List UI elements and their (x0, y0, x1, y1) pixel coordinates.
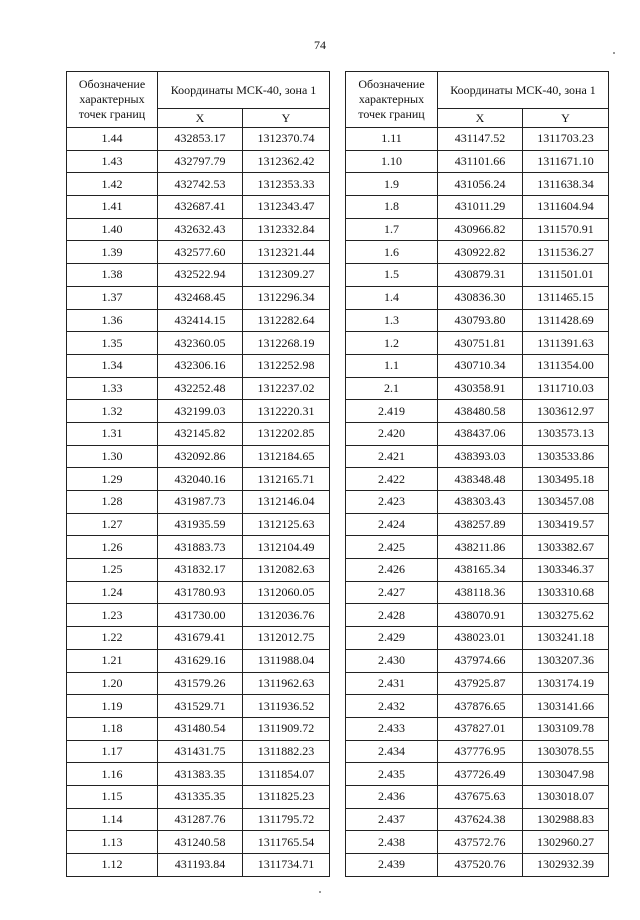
x-coordinate-cell: 432252.48 (158, 377, 243, 400)
table-row (346, 491, 609, 514)
x-coordinate-cell: 437827.01 (438, 717, 523, 740)
y-coordinate-cell: 1312146.04 (243, 491, 330, 514)
point-id-cell: 1.23 (67, 604, 158, 627)
table-row (346, 332, 609, 355)
table-row (67, 377, 330, 400)
y-coordinate-cell: 1311391.63 (523, 332, 609, 355)
y-coordinate-cell: 1312282.64 (243, 309, 330, 332)
x-coordinate-cell: 430966.82 (438, 218, 523, 241)
y-coordinate-cell: 1303207.36 (523, 649, 609, 672)
table-row (346, 808, 609, 831)
point-id-cell: 2.436 (346, 785, 438, 808)
y-coordinate-cell: 1311936.52 (243, 695, 330, 718)
table-row (346, 536, 609, 559)
table-row (67, 581, 330, 604)
point-id-cell: 1.40 (67, 218, 158, 241)
point-id-cell: 2.433 (346, 717, 438, 740)
y-coordinate-cell: 1312125.63 (243, 513, 330, 536)
table-row (346, 513, 609, 536)
table-row (67, 150, 330, 173)
table-row (346, 150, 609, 173)
y-coordinate-cell: 1311765.54 (243, 831, 330, 854)
x-coordinate-cell: 431101.66 (438, 150, 523, 173)
y-coordinate-cell: 1303612.97 (523, 400, 609, 423)
table-row (67, 672, 330, 695)
y-coordinate-cell: 1312036.76 (243, 604, 330, 627)
y-coordinate-cell: 1312220.31 (243, 400, 330, 423)
scan-speck (319, 891, 321, 893)
table-row (346, 196, 609, 219)
point-id-cell: 1.17 (67, 740, 158, 763)
header-point-label: Обозначение характерных точек границ (346, 72, 438, 128)
x-coordinate-cell: 438118.36 (438, 581, 523, 604)
point-id-cell: 1.43 (67, 150, 158, 173)
x-coordinate-cell: 431193.84 (158, 854, 243, 877)
point-id-cell: 1.34 (67, 354, 158, 377)
table-row (346, 286, 609, 309)
y-coordinate-cell: 1312060.05 (243, 581, 330, 604)
y-coordinate-cell: 1303419.57 (523, 513, 609, 536)
y-coordinate-cell: 1311988.04 (243, 649, 330, 672)
table-row (346, 218, 609, 241)
x-coordinate-cell: 438211.86 (438, 536, 523, 559)
table-row (67, 354, 330, 377)
page-number: 74 (314, 38, 326, 52)
y-coordinate-cell: 1311710.03 (523, 377, 609, 400)
point-id-cell: 1.25 (67, 559, 158, 582)
point-id-cell: 1.5 (346, 264, 438, 287)
point-id-cell: 1.13 (67, 831, 158, 854)
table-body (346, 128, 609, 877)
header-coords-group: Координаты МСК-40, зона 1 (158, 72, 330, 109)
y-coordinate-cell: 1302988.83 (523, 808, 609, 831)
table-row (346, 241, 609, 264)
table-row (346, 400, 609, 423)
table-row (67, 264, 330, 287)
y-coordinate-cell: 1312268.19 (243, 332, 330, 355)
table-row (67, 218, 330, 241)
x-coordinate-cell: 438257.89 (438, 513, 523, 536)
x-coordinate-cell: 430358.91 (438, 377, 523, 400)
table-row (67, 173, 330, 196)
point-id-cell: 1.42 (67, 173, 158, 196)
point-id-cell: 1.1 (346, 354, 438, 377)
y-coordinate-cell: 1312362.42 (243, 150, 330, 173)
scan-speck (613, 52, 615, 54)
point-id-cell: 1.18 (67, 717, 158, 740)
x-coordinate-cell: 432853.17 (158, 128, 243, 151)
x-coordinate-cell: 431987.73 (158, 491, 243, 514)
x-coordinate-cell: 431011.29 (438, 196, 523, 219)
x-coordinate-cell: 431383.35 (158, 763, 243, 786)
table-row (346, 581, 609, 604)
table-row (67, 309, 330, 332)
point-id-cell: 1.4 (346, 286, 438, 309)
x-coordinate-cell: 432742.53 (158, 173, 243, 196)
x-coordinate-cell: 430710.34 (438, 354, 523, 377)
x-coordinate-cell: 431056.24 (438, 173, 523, 196)
y-coordinate-cell: 1312104.49 (243, 536, 330, 559)
table-row (346, 264, 609, 287)
x-coordinate-cell: 438480.58 (438, 400, 523, 423)
table-row (67, 808, 330, 831)
table-row (346, 309, 609, 332)
table-row (67, 536, 330, 559)
table-row (67, 627, 330, 650)
y-coordinate-cell: 1312184.65 (243, 445, 330, 468)
point-id-cell: 1.37 (67, 286, 158, 309)
y-coordinate-cell: 1311638.34 (523, 173, 609, 196)
point-id-cell: 1.39 (67, 241, 158, 264)
table-row (67, 785, 330, 808)
point-id-cell: 1.44 (67, 128, 158, 151)
point-id-cell: 1.32 (67, 400, 158, 423)
header-x: X (438, 109, 523, 128)
point-id-cell: 1.21 (67, 649, 158, 672)
x-coordinate-cell: 437624.38 (438, 808, 523, 831)
point-id-cell: 2.1 (346, 377, 438, 400)
x-coordinate-cell: 438303.43 (438, 491, 523, 514)
y-coordinate-cell: 1311501.01 (523, 264, 609, 287)
point-id-cell: 1.9 (346, 173, 438, 196)
point-id-cell: 1.30 (67, 445, 158, 468)
point-id-cell: 1.24 (67, 581, 158, 604)
x-coordinate-cell: 431935.59 (158, 513, 243, 536)
point-id-cell: 2.431 (346, 672, 438, 695)
y-coordinate-cell: 1303573.13 (523, 422, 609, 445)
x-coordinate-cell: 431529.71 (158, 695, 243, 718)
table-row (346, 445, 609, 468)
coordinates-table-right (345, 71, 609, 877)
point-id-cell: 1.35 (67, 332, 158, 355)
table-row (67, 717, 330, 740)
point-id-cell: 1.8 (346, 196, 438, 219)
y-coordinate-cell: 1312237.02 (243, 377, 330, 400)
point-id-cell: 1.22 (67, 627, 158, 650)
point-id-cell: 2.424 (346, 513, 438, 536)
point-id-cell: 1.15 (67, 785, 158, 808)
y-coordinate-cell: 1312202.85 (243, 422, 330, 445)
point-id-cell: 2.420 (346, 422, 438, 445)
point-id-cell: 2.421 (346, 445, 438, 468)
point-id-cell: 2.419 (346, 400, 438, 423)
table-row (346, 377, 609, 400)
x-coordinate-cell: 430793.80 (438, 309, 523, 332)
x-coordinate-cell: 437974.66 (438, 649, 523, 672)
y-coordinate-cell: 1312012.75 (243, 627, 330, 650)
point-id-cell: 1.11 (346, 128, 438, 151)
x-coordinate-cell: 431780.93 (158, 581, 243, 604)
table-row (67, 763, 330, 786)
header-y: Y (523, 109, 609, 128)
x-coordinate-cell: 431480.54 (158, 717, 243, 740)
table-row (346, 717, 609, 740)
x-coordinate-cell: 431883.73 (158, 536, 243, 559)
y-coordinate-cell: 1303495.18 (523, 468, 609, 491)
table-row (67, 241, 330, 264)
y-coordinate-cell: 1312343.47 (243, 196, 330, 219)
y-coordinate-cell: 1312321.44 (243, 241, 330, 264)
table-row (67, 695, 330, 718)
point-id-cell: 1.31 (67, 422, 158, 445)
header-coords-group: Координаты МСК-40, зона 1 (438, 72, 609, 109)
y-coordinate-cell: 1312165.71 (243, 468, 330, 491)
table-row (67, 740, 330, 763)
y-coordinate-cell: 1303346.37 (523, 559, 609, 582)
point-id-cell: 1.14 (67, 808, 158, 831)
x-coordinate-cell: 432577.60 (158, 241, 243, 264)
table-row (346, 604, 609, 627)
x-coordinate-cell: 437776.95 (438, 740, 523, 763)
y-coordinate-cell: 1302932.39 (523, 854, 609, 877)
y-coordinate-cell: 1311703.23 (523, 128, 609, 151)
x-coordinate-cell: 431629.16 (158, 649, 243, 672)
x-coordinate-cell: 437675.63 (438, 785, 523, 808)
x-coordinate-cell: 437572.76 (438, 831, 523, 854)
y-coordinate-cell: 1303533.86 (523, 445, 609, 468)
header-x: X (158, 109, 243, 128)
y-coordinate-cell: 1311428.69 (523, 309, 609, 332)
point-id-cell: 1.6 (346, 241, 438, 264)
point-id-cell: 2.430 (346, 649, 438, 672)
point-id-cell: 1.7 (346, 218, 438, 241)
y-coordinate-cell: 1303382.67 (523, 536, 609, 559)
y-coordinate-cell: 1303275.62 (523, 604, 609, 627)
y-coordinate-cell: 1302960.27 (523, 831, 609, 854)
table-row (67, 332, 330, 355)
point-id-cell: 2.428 (346, 604, 438, 627)
point-id-cell: 2.437 (346, 808, 438, 831)
table-row (346, 672, 609, 695)
x-coordinate-cell: 432040.16 (158, 468, 243, 491)
table-row (67, 831, 330, 854)
x-coordinate-cell: 431579.26 (158, 672, 243, 695)
x-coordinate-cell: 438348.48 (438, 468, 523, 491)
y-coordinate-cell: 1311465.15 (523, 286, 609, 309)
x-coordinate-cell: 431679.41 (158, 627, 243, 650)
table-row (67, 128, 330, 151)
point-id-cell: 1.16 (67, 763, 158, 786)
y-coordinate-cell: 1303141.66 (523, 695, 609, 718)
y-coordinate-cell: 1303310.68 (523, 581, 609, 604)
table-row (346, 173, 609, 196)
x-coordinate-cell: 430836.30 (438, 286, 523, 309)
point-id-cell: 1.20 (67, 672, 158, 695)
table-row (67, 286, 330, 309)
point-id-cell: 2.422 (346, 468, 438, 491)
y-coordinate-cell: 1311536.27 (523, 241, 609, 264)
point-id-cell: 2.429 (346, 627, 438, 650)
x-coordinate-cell: 431431.75 (158, 740, 243, 763)
table-row (346, 649, 609, 672)
y-coordinate-cell: 1311882.23 (243, 740, 330, 763)
header-y: Y (243, 109, 330, 128)
y-coordinate-cell: 1311909.72 (243, 717, 330, 740)
table-row (67, 513, 330, 536)
x-coordinate-cell: 438393.03 (438, 445, 523, 468)
x-coordinate-cell: 438437.06 (438, 422, 523, 445)
table-row (67, 491, 330, 514)
y-coordinate-cell: 1303241.18 (523, 627, 609, 650)
point-id-cell: 1.27 (67, 513, 158, 536)
y-coordinate-cell: 1312296.34 (243, 286, 330, 309)
y-coordinate-cell: 1303018.07 (523, 785, 609, 808)
y-coordinate-cell: 1311354.00 (523, 354, 609, 377)
table-body (67, 128, 330, 877)
x-coordinate-cell: 432145.82 (158, 422, 243, 445)
point-id-cell: 1.28 (67, 491, 158, 514)
y-coordinate-cell: 1311734.71 (243, 854, 330, 877)
x-coordinate-cell: 430922.82 (438, 241, 523, 264)
y-coordinate-cell: 1311825.23 (243, 785, 330, 808)
y-coordinate-cell: 1312082.63 (243, 559, 330, 582)
x-coordinate-cell: 432306.16 (158, 354, 243, 377)
point-id-cell: 2.426 (346, 559, 438, 582)
point-id-cell: 1.12 (67, 854, 158, 877)
x-coordinate-cell: 432632.43 (158, 218, 243, 241)
y-coordinate-cell: 1312252.98 (243, 354, 330, 377)
table-row (67, 468, 330, 491)
y-coordinate-cell: 1312353.33 (243, 173, 330, 196)
point-id-cell: 1.41 (67, 196, 158, 219)
x-coordinate-cell: 431730.00 (158, 604, 243, 627)
x-coordinate-cell: 432687.41 (158, 196, 243, 219)
x-coordinate-cell: 437520.76 (438, 854, 523, 877)
y-coordinate-cell: 1312309.27 (243, 264, 330, 287)
y-coordinate-cell: 1303109.78 (523, 717, 609, 740)
x-coordinate-cell: 432522.94 (158, 264, 243, 287)
x-coordinate-cell: 438023.01 (438, 627, 523, 650)
y-coordinate-cell: 1311570.91 (523, 218, 609, 241)
x-coordinate-cell: 432468.45 (158, 286, 243, 309)
table-row (67, 196, 330, 219)
point-id-cell: 2.434 (346, 740, 438, 763)
x-coordinate-cell: 431147.52 (438, 128, 523, 151)
x-coordinate-cell: 437925.87 (438, 672, 523, 695)
y-coordinate-cell: 1311671.10 (523, 150, 609, 173)
point-id-cell: 2.439 (346, 854, 438, 877)
table-row (346, 763, 609, 786)
x-coordinate-cell: 437876.65 (438, 695, 523, 718)
y-coordinate-cell: 1312332.84 (243, 218, 330, 241)
x-coordinate-cell: 431240.58 (158, 831, 243, 854)
y-coordinate-cell: 1312370.74 (243, 128, 330, 151)
point-id-cell: 1.19 (67, 695, 158, 718)
x-coordinate-cell: 431335.35 (158, 785, 243, 808)
table-row (346, 740, 609, 763)
coordinates-table-left (66, 71, 330, 877)
y-coordinate-cell: 1311854.07 (243, 763, 330, 786)
y-coordinate-cell: 1311962.63 (243, 672, 330, 695)
table-row (346, 354, 609, 377)
x-coordinate-cell: 431832.17 (158, 559, 243, 582)
x-coordinate-cell: 437726.49 (438, 763, 523, 786)
table-row (346, 785, 609, 808)
point-id-cell: 2.425 (346, 536, 438, 559)
x-coordinate-cell: 432199.03 (158, 400, 243, 423)
y-coordinate-cell: 1311604.94 (523, 196, 609, 219)
y-coordinate-cell: 1303047.98 (523, 763, 609, 786)
point-id-cell: 2.438 (346, 831, 438, 854)
table-row (346, 854, 609, 877)
table-row (67, 559, 330, 582)
table-row (346, 422, 609, 445)
x-coordinate-cell: 432414.15 (158, 309, 243, 332)
x-coordinate-cell: 432797.79 (158, 150, 243, 173)
table-row (346, 128, 609, 151)
x-coordinate-cell: 438070.91 (438, 604, 523, 627)
table-row (346, 831, 609, 854)
point-id-cell: 1.3 (346, 309, 438, 332)
x-coordinate-cell: 432092.86 (158, 445, 243, 468)
point-id-cell: 1.26 (67, 536, 158, 559)
table-row (67, 400, 330, 423)
table-row (346, 695, 609, 718)
y-coordinate-cell: 1303174.19 (523, 672, 609, 695)
x-coordinate-cell: 432360.05 (158, 332, 243, 355)
point-id-cell: 2.432 (346, 695, 438, 718)
point-id-cell: 1.29 (67, 468, 158, 491)
header-point-label: Обозначение характерных точек границ (67, 72, 158, 128)
table-row (67, 422, 330, 445)
table-row (346, 627, 609, 650)
x-coordinate-cell: 438165.34 (438, 559, 523, 582)
table-row (67, 649, 330, 672)
point-id-cell: 1.10 (346, 150, 438, 173)
point-id-cell: 1.36 (67, 309, 158, 332)
y-coordinate-cell: 1311795.72 (243, 808, 330, 831)
x-coordinate-cell: 431287.76 (158, 808, 243, 831)
point-id-cell: 2.435 (346, 763, 438, 786)
table-row (346, 468, 609, 491)
point-id-cell: 1.38 (67, 264, 158, 287)
point-id-cell: 1.33 (67, 377, 158, 400)
y-coordinate-cell: 1303457.08 (523, 491, 609, 514)
table-row (67, 604, 330, 627)
x-coordinate-cell: 430879.31 (438, 264, 523, 287)
point-id-cell: 2.423 (346, 491, 438, 514)
table-row (67, 445, 330, 468)
x-coordinate-cell: 430751.81 (438, 332, 523, 355)
y-coordinate-cell: 1303078.55 (523, 740, 609, 763)
table-row (346, 559, 609, 582)
point-id-cell: 2.427 (346, 581, 438, 604)
table-row (67, 854, 330, 877)
point-id-cell: 1.2 (346, 332, 438, 355)
